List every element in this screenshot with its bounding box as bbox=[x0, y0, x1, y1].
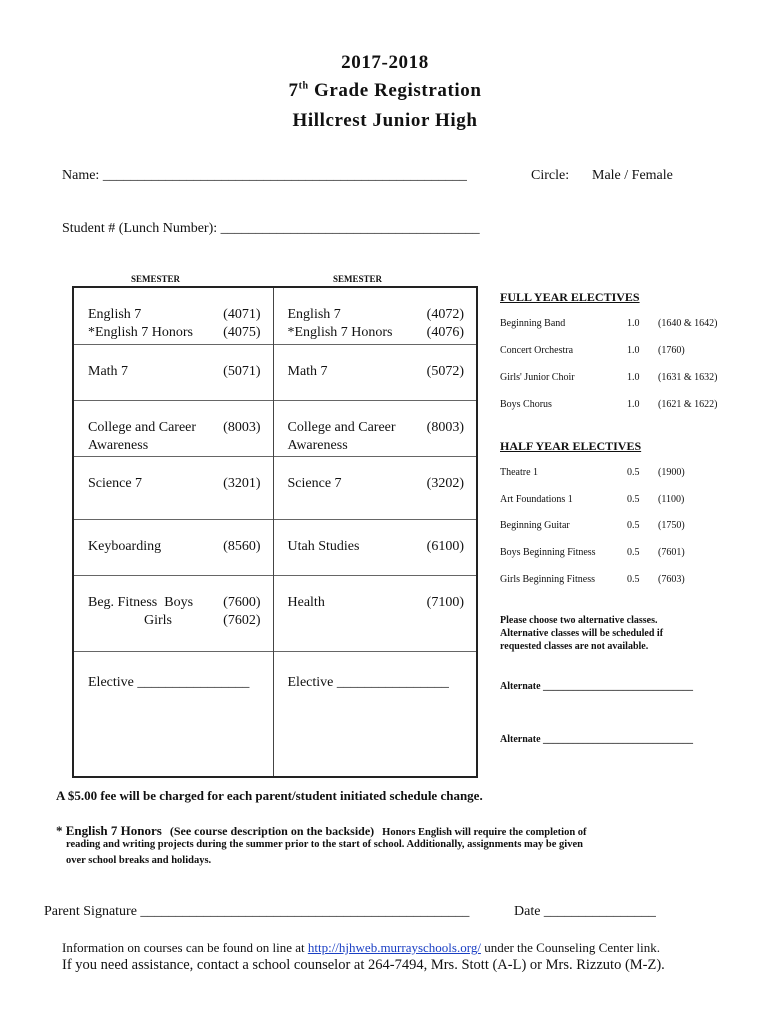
elective-code: (1750) bbox=[658, 520, 685, 531]
circle-label: Circle: bbox=[531, 168, 570, 183]
elective-code: (1631 & 1632) bbox=[658, 372, 718, 383]
elective-name: Theatre 1 bbox=[500, 467, 539, 478]
grade-title bbox=[0, 80, 770, 102]
course-name: English 7 *English 7 Honors bbox=[287, 307, 393, 340]
info-text: Information on courses can be found on line at bbox=[62, 940, 305, 955]
course-row bbox=[73, 652, 477, 778]
grade-number: 7 bbox=[288, 80, 299, 101]
left-semester-cell bbox=[73, 652, 273, 778]
elective-code: (1100) bbox=[658, 494, 685, 505]
course-table bbox=[72, 286, 478, 778]
elective-code: (1621 & 1622) bbox=[658, 399, 718, 410]
gender-options[interactable]: Male / Female bbox=[592, 168, 673, 183]
elective-credit: 0.5 bbox=[627, 547, 640, 558]
elective-credit: 1.0 bbox=[627, 372, 640, 383]
elective-credit: 0.5 bbox=[627, 467, 640, 478]
course-code: (4071) (4075) bbox=[223, 307, 261, 340]
course-row bbox=[73, 576, 477, 652]
elective-name: Girls Beginning Fitness bbox=[500, 574, 596, 585]
fee-notice: A $5.00 fee will be charged for each parent/student initiated schedule change. bbox=[56, 788, 483, 803]
course-name: College and Career Awareness bbox=[287, 420, 396, 453]
course-name[interactable]: Elective ________________ bbox=[88, 675, 250, 690]
year-title: 2017-2018 bbox=[341, 52, 429, 73]
right-semester-cell bbox=[273, 287, 477, 345]
elective-credit: 1.0 bbox=[627, 345, 640, 356]
course-code: (4072) (4076) bbox=[426, 307, 464, 340]
course-code: (5071) bbox=[223, 364, 261, 379]
honors-label: * English 7 Honors bbox=[56, 823, 162, 838]
left-semester-cell bbox=[73, 345, 273, 401]
assistance-line: If you need assistance, contact a school counselor at 264-7494, Mrs. Stott (A-L) or Mrs. Rizzuto (M-Z). bbox=[62, 957, 665, 973]
student-number-field[interactable]: Student # (Lunch Number): _____________________________________ bbox=[62, 221, 480, 236]
elective-name: Girls' Junior Choir bbox=[500, 372, 575, 383]
elective-code: (7603) bbox=[658, 574, 685, 585]
left-semester-cell bbox=[73, 287, 273, 345]
course-row bbox=[73, 345, 477, 401]
honors-note bbox=[56, 822, 587, 840]
info-line bbox=[62, 940, 660, 956]
honors-line1: Honors English will require the completion of bbox=[382, 827, 587, 838]
date-field[interactable]: Date ________________ bbox=[514, 904, 656, 919]
alternate-2-field[interactable]: Alternate ______________________________ bbox=[500, 734, 694, 745]
honors-line3: over school breaks and holidays. bbox=[66, 855, 212, 866]
elective-credit: 0.5 bbox=[627, 574, 640, 585]
course-name: College and Career Awareness bbox=[88, 420, 197, 453]
course-name: Science 7 bbox=[88, 476, 143, 491]
elective-name: Boys Beginning Fitness bbox=[500, 547, 596, 558]
parent-signature-field[interactable]: Parent Signature _______________________________________________ bbox=[44, 904, 470, 919]
semester-header-2: SEMESTER bbox=[333, 274, 383, 284]
right-semester-cell bbox=[273, 652, 477, 778]
course-name: Math 7 bbox=[287, 364, 328, 379]
name-field[interactable]: Name: ____________________________________________________ bbox=[62, 168, 467, 183]
honors-line2: reading and writing projects during the summer prior to the start of school. Additionally, assignments may be given bbox=[66, 839, 583, 850]
alternative-note bbox=[500, 614, 663, 653]
elective-name: Beginning Guitar bbox=[500, 520, 570, 531]
elective-credit: 0.5 bbox=[627, 520, 640, 531]
course-code: (7600) (7602) bbox=[223, 595, 261, 628]
left-semester-cell bbox=[73, 401, 273, 457]
counseling-link[interactable]: http://hjhweb.murrayschools.org/ bbox=[307, 940, 481, 955]
honors-paren: (See course description on the backside) bbox=[169, 824, 375, 838]
grade-suffix: th bbox=[298, 80, 309, 92]
right-semester-cell bbox=[273, 576, 477, 652]
course-code: (8560) bbox=[223, 539, 261, 554]
course-name: Math 7 bbox=[88, 364, 129, 379]
course-code: (3201) bbox=[223, 476, 261, 491]
elective-code: (7601) bbox=[658, 547, 685, 558]
alternative-note-line: Please choose two alternative classes. bbox=[500, 615, 658, 626]
course-name: Science 7 bbox=[287, 476, 342, 491]
elective-credit: 1.0 bbox=[627, 399, 640, 410]
alternative-note-line: requested classes are not available. bbox=[500, 641, 649, 652]
left-semester-cell bbox=[73, 520, 273, 576]
course-code: (3202) bbox=[426, 476, 464, 491]
elective-code: (1900) bbox=[658, 467, 685, 478]
course-name: English 7 *English 7 Honors bbox=[88, 307, 193, 340]
alternative-note-line: Alternative classes will be scheduled if bbox=[500, 628, 664, 639]
elective-credit: 0.5 bbox=[627, 494, 640, 505]
elective-name: Beginning Band bbox=[500, 318, 566, 329]
left-semester-cell bbox=[73, 576, 273, 652]
course-row bbox=[73, 287, 477, 345]
alternate-1-field[interactable]: Alternate ______________________________ bbox=[500, 681, 694, 692]
info-text-tail: under the Counseling Center link. bbox=[484, 940, 661, 955]
school-title: Hillcrest Junior High bbox=[292, 110, 478, 131]
elective-name: Concert Orchestra bbox=[500, 345, 574, 356]
course-row bbox=[73, 520, 477, 576]
right-semester-cell bbox=[273, 520, 477, 576]
course-name: Keyboarding bbox=[88, 539, 162, 554]
course-name[interactable]: Elective ________________ bbox=[287, 675, 449, 690]
right-semester-cell bbox=[273, 345, 477, 401]
course-code: (8003) bbox=[223, 420, 261, 435]
course-row bbox=[73, 401, 477, 457]
right-semester-cell bbox=[273, 401, 477, 457]
elective-code: (1640 & 1642) bbox=[658, 318, 718, 329]
course-code: (5072) bbox=[426, 364, 464, 379]
elective-code: (1760) bbox=[658, 345, 685, 356]
elective-credit: 1.0 bbox=[627, 318, 640, 329]
course-code: (6100) bbox=[426, 539, 464, 554]
elective-name: Art Foundations 1 bbox=[500, 494, 573, 505]
course-name: Health bbox=[287, 595, 325, 610]
course-name: Utah Studies bbox=[287, 539, 360, 554]
course-row bbox=[73, 457, 477, 520]
course-name: Beg. Fitness Boys Girls bbox=[88, 595, 194, 628]
course-code: (8003) bbox=[426, 420, 464, 435]
elective-name: Boys Chorus bbox=[500, 399, 552, 410]
half-year-heading: HALF YEAR ELECTIVES bbox=[500, 439, 642, 453]
full-year-heading: FULL YEAR ELECTIVES bbox=[500, 290, 640, 304]
semester-header-1: SEMESTER bbox=[131, 274, 181, 284]
grade-title-text: Grade Registration bbox=[314, 80, 482, 101]
left-semester-cell bbox=[73, 457, 273, 520]
course-code: (7100) bbox=[426, 595, 464, 610]
right-semester-cell bbox=[273, 457, 477, 520]
